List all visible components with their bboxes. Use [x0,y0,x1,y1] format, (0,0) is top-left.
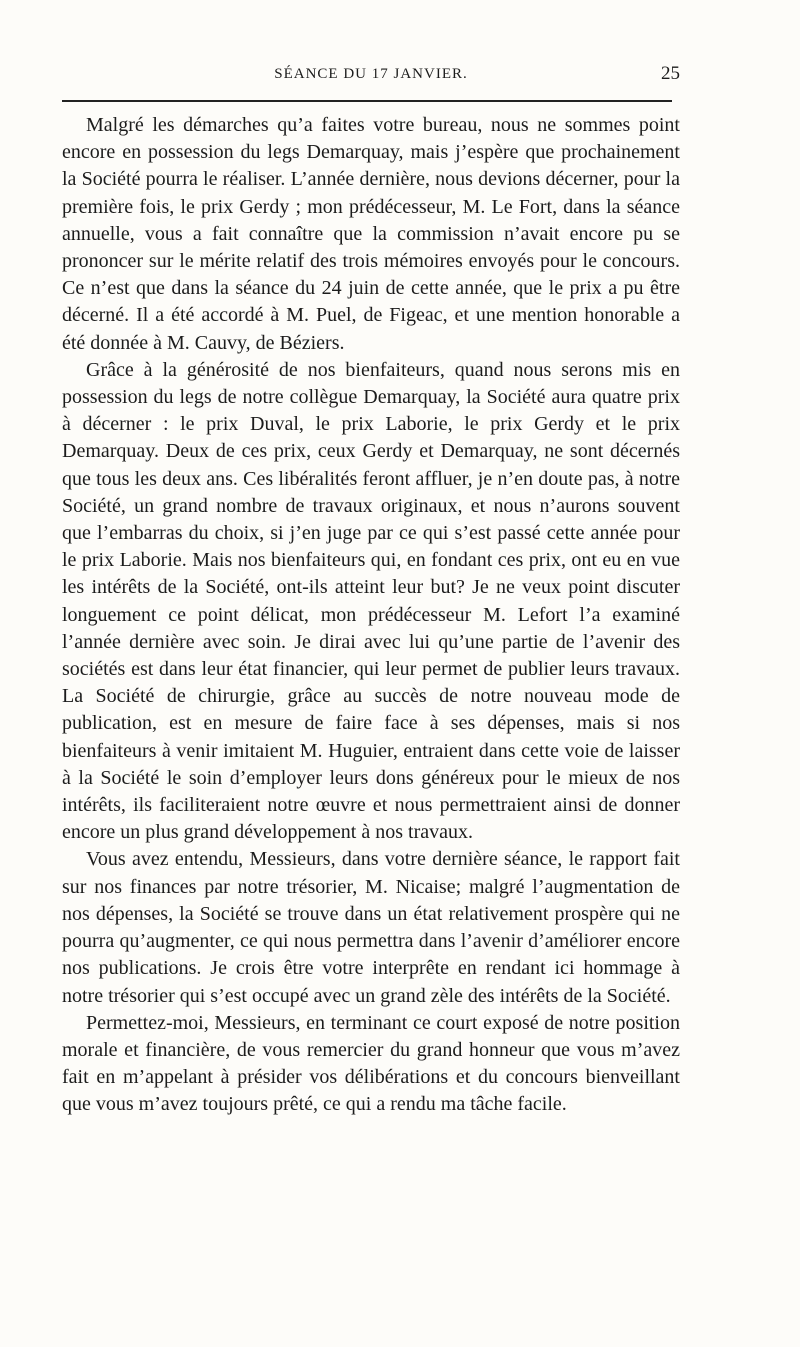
paragraph: Grâce à la générosité de nos bienfaiteurs, quand nous serons mis en possession du legs de notre collègue Demarquay, la Société aura quatre prix à décerner : le prix Duval, le prix Laborie, le prix Gerdy et le prix Demarquay. Deux de ces prix, ceux Gerdy et Demarquay, ne sont décernés que tous les deux ans. Ces libéralités feront affluer, je n’en doute pas, à notre Société, un grand nombre de travaux originaux, et nous n’aurons souvent que l’embarras du choix, si j’en juge par ce qui s’est passé cette année pour le prix Laborie. Mais nos bienfaiteurs qui, en fondant ces prix, ont eu en vue les intérêts de la Société, ont-ils atteint leur but? Je ne veux point discuter longuement ce point délicat, mon prédécesseur M. Lefort l’a examiné l’année dernière avec soin. Je dirai avec lui qu’une partie de l’avenir des sociétés est dans leur état financier, qui leur permet de publier leurs travaux. La Société de chirurgie, grâce au succès de notre nouveau mode de publication, est en mesure de faire face à ses dépenses, mais si nos bienfaiteurs à venir imitaient M. Huguier, entraient dans cette voie de laisser à la Société le soin d’employer leurs dons généreux pour le mieux de nos intérêts, ils faciliteraient notre œuvre et nous permettraient ainsi de donner encore un plus grand développement à nos travaux. [62,358,680,844]
running-title: SÉANCE DU 17 JANVIER. [274,66,468,82]
page-number: 25 [661,63,680,84]
header-rule [62,100,672,102]
paragraph: Permettez-moi, Messieurs, en terminant ce court exposé de notre position morale et financière, de vous remercier du grand honneur que vous m’avez fait en m’appelant à présider vos délibérations et du concours bienveillant que vous m’avez toujours prêté, ce qui a rendu ma tâche facile. [62,1011,680,1116]
page-header [62,60,680,88]
body-text [62,112,680,1119]
paragraph: Malgré les démarches qu’a faites votre bureau, nous ne sommes point encore en possession du legs Demarquay, mais j’espère que prochainement la Société pourra le réaliser. L’année dernière, nous devions décerner, pour la première fois, le prix Gerdy ; mon prédécesseur, M. Le Fort, dans la séance annuelle, vous a fait connaître que la commission n’avait encore pu se prononcer sur le mérite relatif des trois mémoires envoyés pour le concours. Ce n’est que dans la séance du 24 juin de cette année, que le prix a pu être décerné. Il a été accordé à M. Puel, de Figeac, et une mention honorable a été donnée à M. Cauvy, de Béziers. [62,114,680,354]
paragraph: Vous avez entendu, Messieurs, dans votre dernière séance, le rapport fait sur nos finances par notre trésorier, M. Nicaise; malgré l’augmentation de nos dépenses, la Société se trouve dans un état relativement prospère qui ne pourra qu’augmenter, ce qui nous permettra dans l’avenir d’améliorer encore nos publications. Je crois être votre interprête en rendant ici hommage à notre trésorier qui s’est occupé avec un grand zèle des intérêts de la Société. [62,848,680,1007]
